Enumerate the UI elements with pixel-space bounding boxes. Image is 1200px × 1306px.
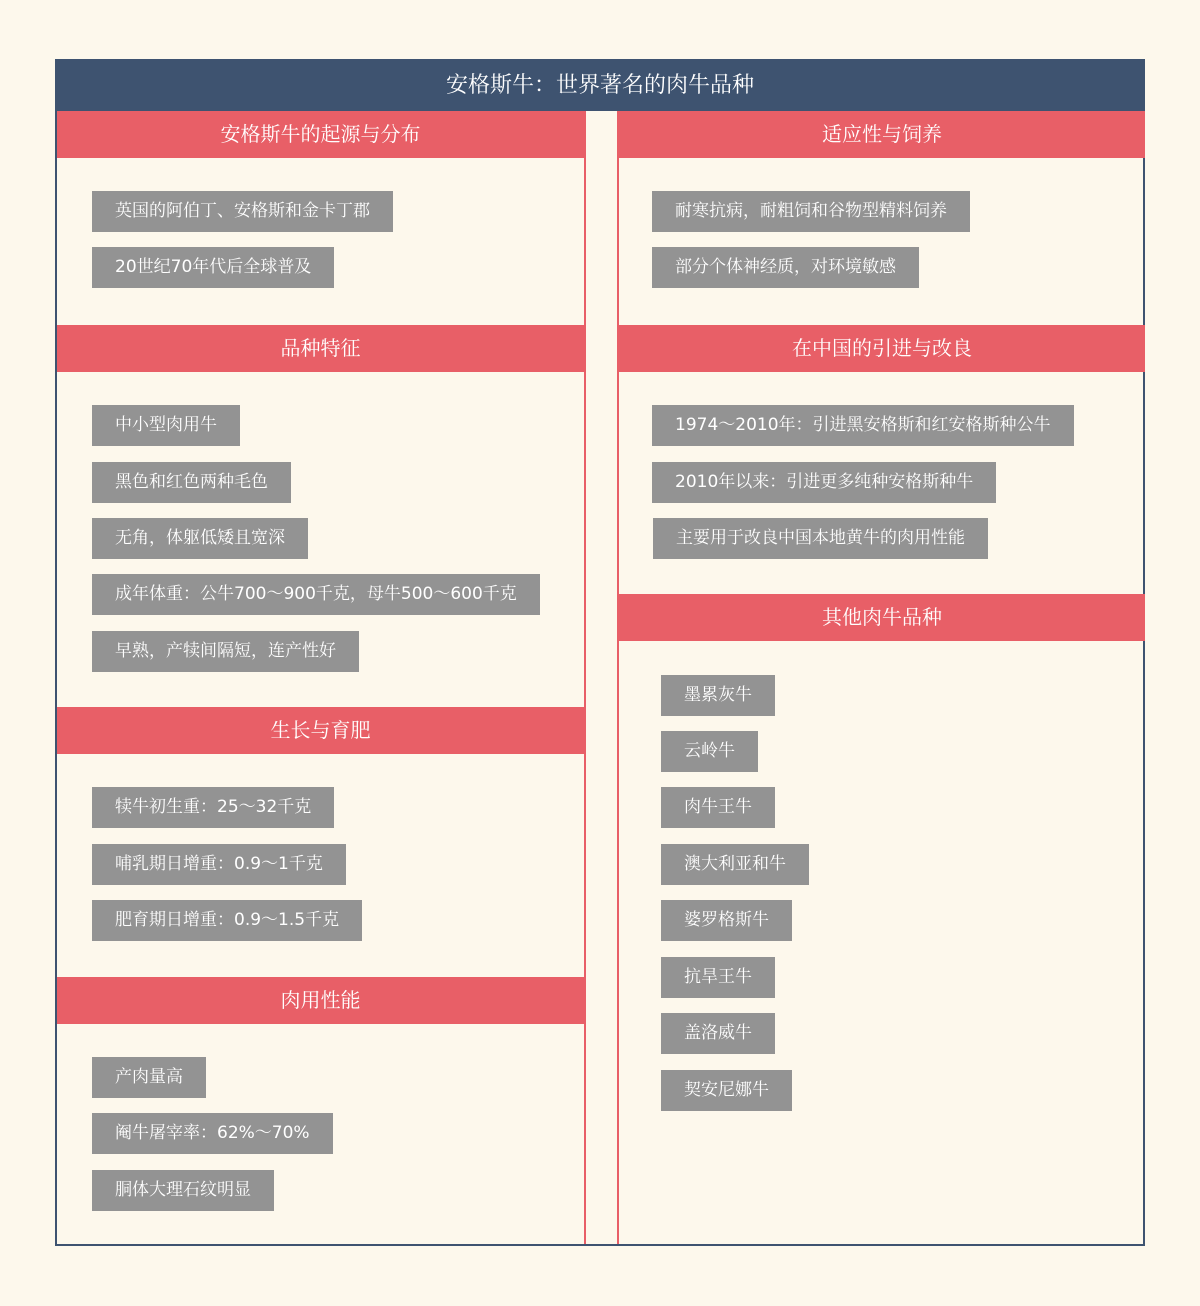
item-tag: 无角，体躯低矮且宽深 [92, 518, 308, 559]
page-title: 安格斯牛：世界著名的肉牛品种 [57, 61, 1143, 111]
left-column [57, 111, 586, 1244]
section-other-breeds [619, 594, 1145, 1100]
section-header: 品种特征 [57, 325, 584, 372]
item-tag: 部分个体神经质，对环境敏感 [652, 247, 919, 288]
item-tag: 婆罗格斯牛 [661, 900, 792, 941]
section-origin [57, 111, 584, 325]
mind-map-frame [55, 59, 1145, 1246]
item-tag: 盖洛威牛 [661, 1013, 775, 1054]
item-tag: 耐寒抗病，耐粗饲和谷物型精料饲养 [652, 191, 970, 232]
section-header: 在中国的引进与改良 [619, 325, 1145, 372]
item-tag: 阉牛屠宰率：62%～70% [92, 1113, 333, 1154]
right-column [617, 111, 1145, 1244]
section-header: 肉用性能 [57, 977, 584, 1024]
item-tag: 胴体大理石纹明显 [92, 1170, 274, 1211]
item-tag: 肉牛王牛 [661, 787, 775, 828]
item-tag: 成年体重：公牛700～900千克，母牛500～600千克 [92, 574, 540, 615]
item-tag: 中小型肉用牛 [92, 405, 240, 446]
item-tag: 20世纪70年代后全球普及 [92, 247, 334, 288]
item-tag: 抗旱王牛 [661, 957, 775, 998]
item-tag: 主要用于改良中国本地黄牛的肉用性能 [653, 518, 988, 559]
item-tag: 英国的阿伯丁、安格斯和金卡丁郡 [92, 191, 393, 232]
item-tag: 澳大利亚和牛 [661, 844, 809, 885]
section-header: 生长与育肥 [57, 707, 584, 754]
section-growth [57, 707, 584, 977]
item-tag: 产肉量高 [92, 1057, 206, 1098]
item-tag: 契安尼娜牛 [661, 1070, 792, 1111]
section-meat-performance [57, 977, 584, 1246]
section-header: 安格斯牛的起源与分布 [57, 111, 584, 158]
section-header: 其他肉牛品种 [619, 594, 1145, 641]
item-tag: 早熟，产犊间隔短，连产性好 [92, 631, 359, 672]
item-tag: 2010年以来：引进更多纯种安格斯种牛 [652, 462, 996, 503]
item-tag: 云岭牛 [661, 731, 758, 772]
item-tag: 犊牛初生重：25～32千克 [92, 787, 334, 828]
item-tag: 墨累灰牛 [661, 675, 775, 716]
item-tag: 1974～2010年：引进黑安格斯和红安格斯种公牛 [652, 405, 1074, 446]
section-traits [57, 325, 584, 707]
section-header: 适应性与饲养 [619, 111, 1145, 158]
item-tag: 黑色和红色两种毛色 [92, 462, 291, 503]
item-tag: 肥育期日增重：0.9～1.5千克 [92, 900, 362, 941]
item-tag: 哺乳期日增重：0.9～1千克 [92, 844, 346, 885]
section-adaptability [619, 111, 1145, 325]
section-china-introduction [619, 325, 1145, 594]
